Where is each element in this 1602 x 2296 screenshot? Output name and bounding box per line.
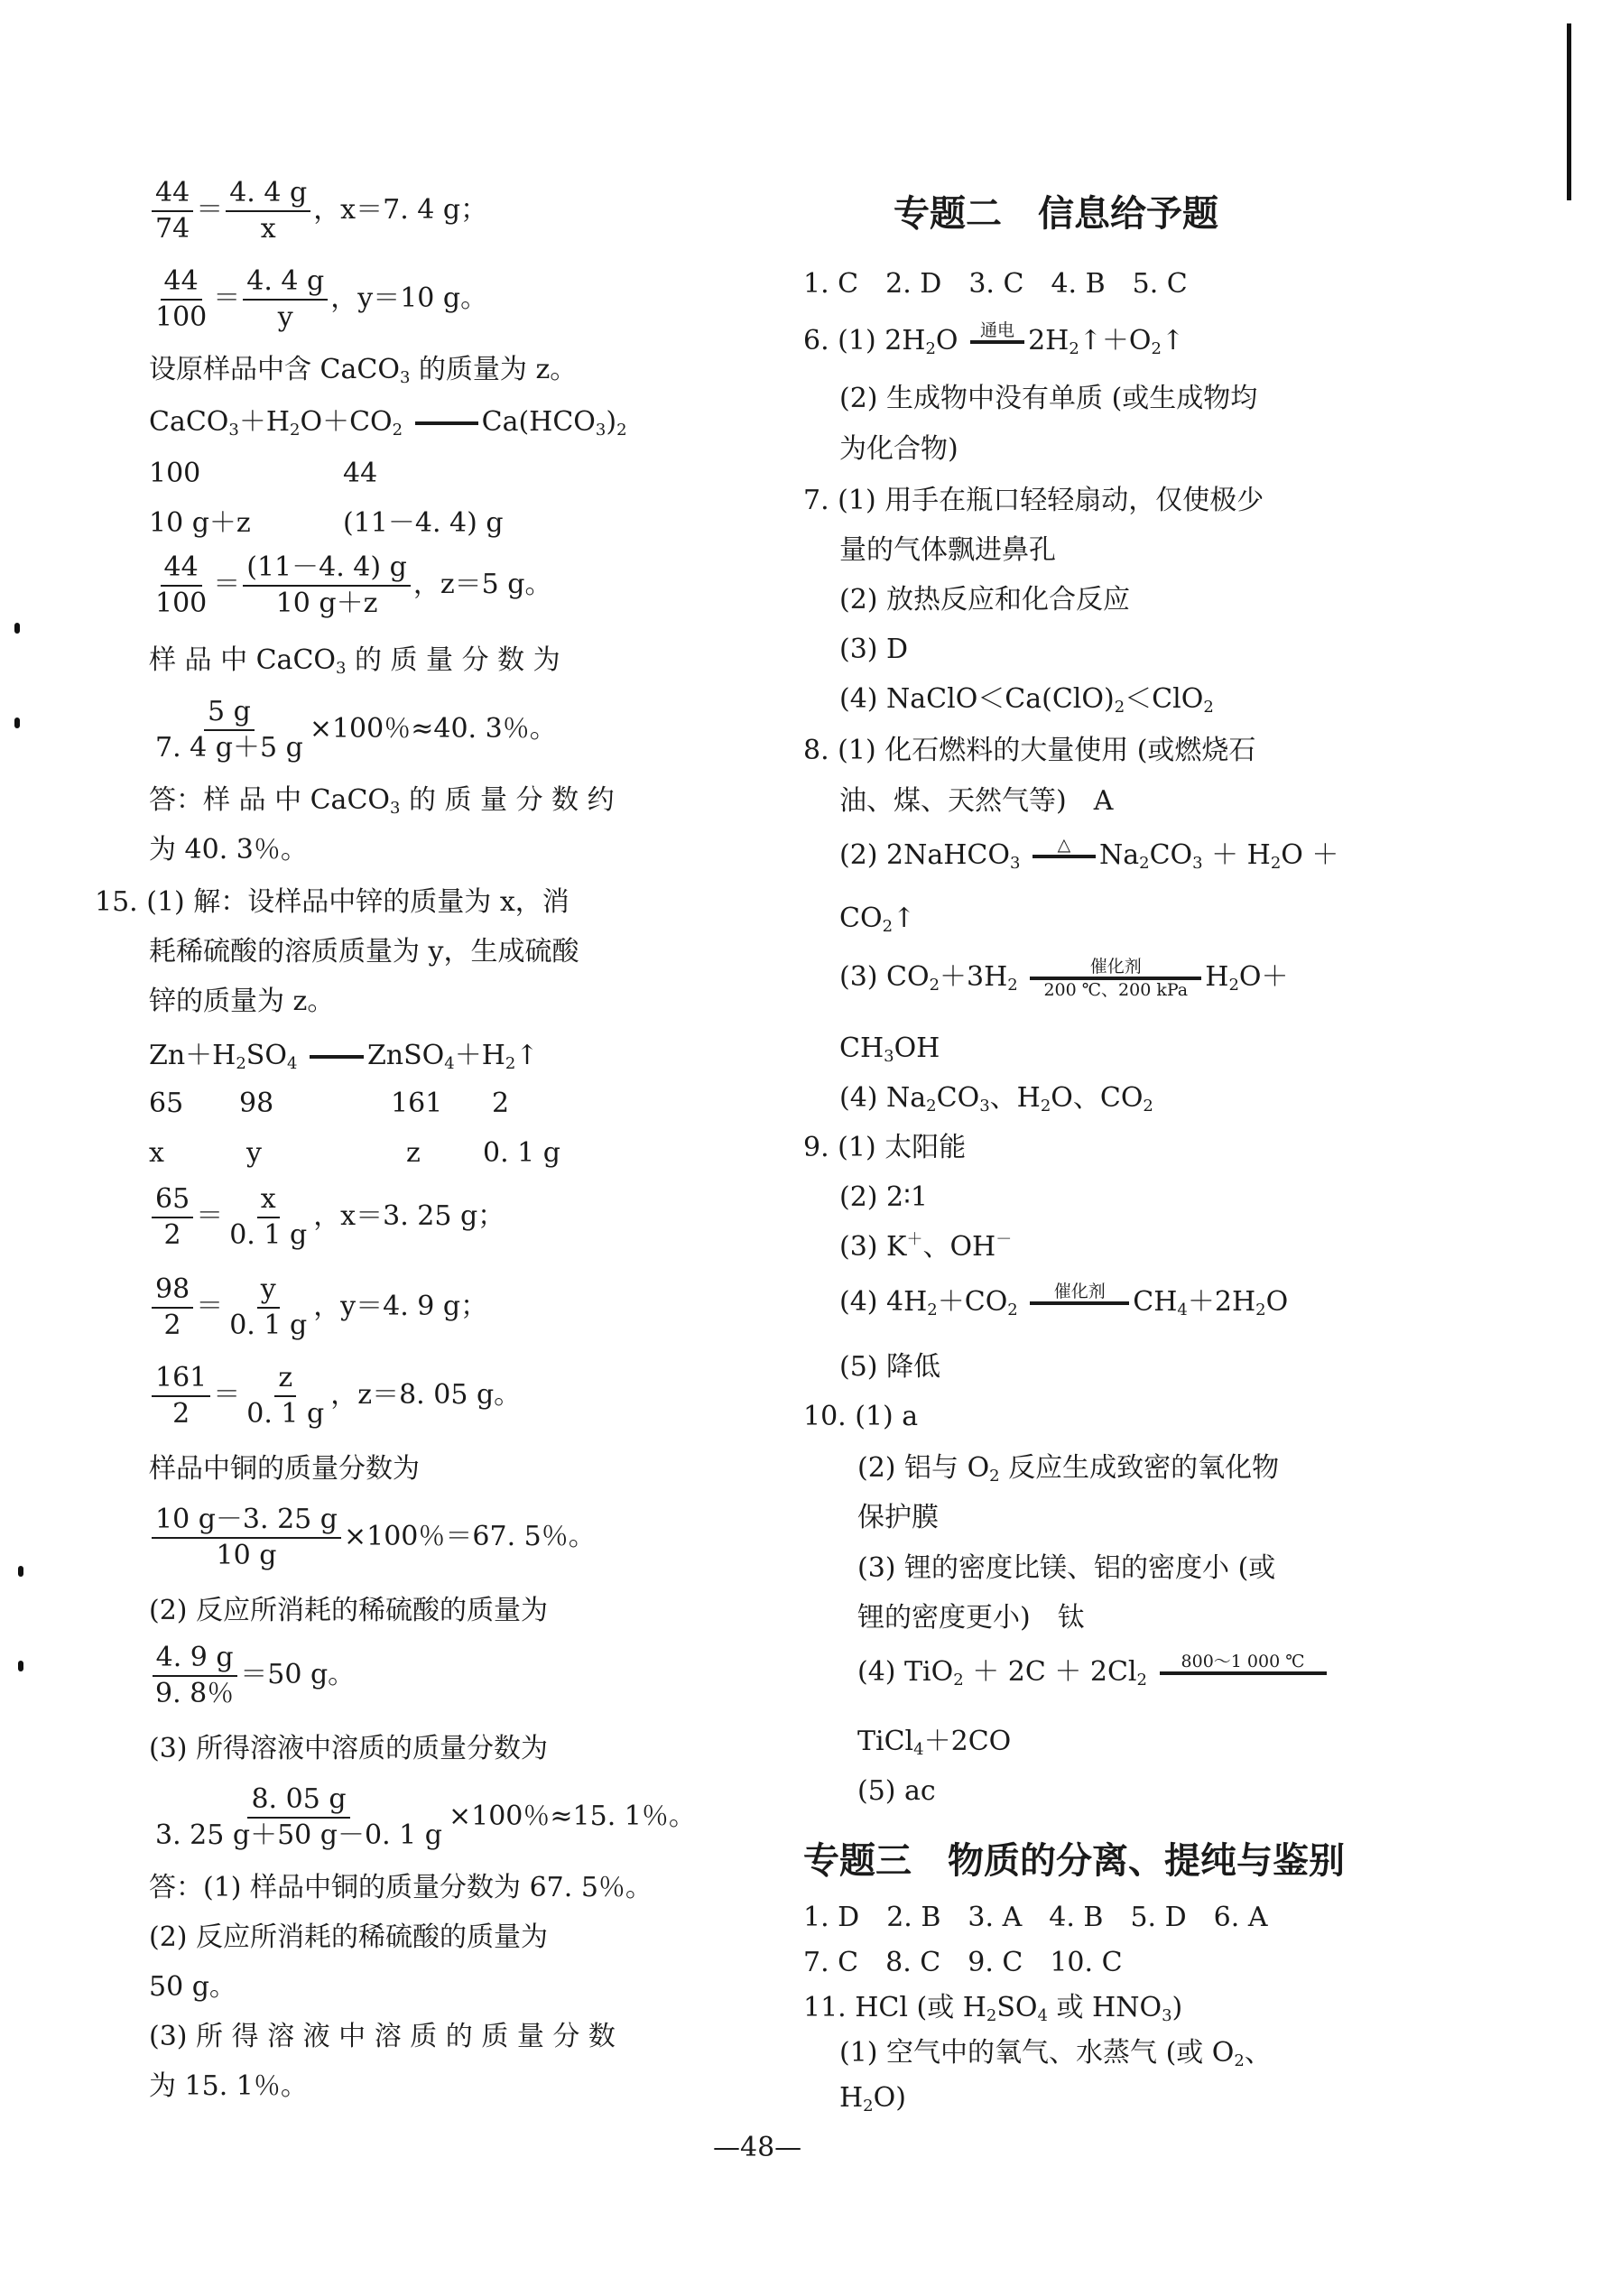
text-line: y: [246, 1137, 262, 1169]
text-line: 设原样品中含 CaCO$_3$ 的质量为 z。: [149, 354, 578, 387]
text-line: 答：(1) 样品中铜的质量分数为 67. 5％。: [149, 1872, 653, 1903]
section-heading: 专题二 信息给予题: [894, 193, 1218, 235]
answer-line: (3) D: [839, 634, 909, 665]
answer-line: 10. (1) a: [803, 1401, 919, 1432]
answer-line: (2) 生成物中没有单质 (或生成物均: [839, 383, 1258, 414]
answer-line: (2) 2∶1: [839, 1181, 929, 1213]
chem-equation: $Zn+H_2SO_4$ $ZnSO_4+H_2↑$: [149, 1040, 539, 1073]
answer-line: 1. C 2. D 3. C 4. B 5. C: [803, 268, 1188, 300]
section-heading: 专题三 物质的分离、提纯与鉴别: [803, 1840, 1345, 1882]
text-line: 44: [343, 458, 378, 489]
text-line: 为 40. 3％。: [149, 834, 308, 866]
text-line: 样品中铜的质量分数为: [149, 1453, 420, 1485]
answer-line: (2) 放热反应和化合反应: [839, 584, 1131, 616]
scan-mark: [14, 623, 20, 634]
eq-ratio-x: $\frac{44}{74}$ ＝ $\frac{4. 4 g}{x}$ ，x＝7. 4 g；: [149, 176, 487, 246]
text-line: 为 15. 1％。: [149, 2070, 308, 2102]
answer-line: (5) 降低: [839, 1351, 941, 1383]
text-line: (2) 反应所消耗的稀硫酸的质量为: [149, 1921, 549, 1953]
eq-ratio-z: $\frac{44}{100}$ ＝ $\frac{(11-4. 4) g}{10 g+z}$ ，z＝5 g。: [155, 551, 552, 619]
eq-ratio-z2: $\frac{161}{2}$ ＝ $\frac{z}{0. 1 g}$ ，z＝8. 05 g。: [149, 1361, 521, 1431]
chem-equation: (4) $4H_2+CO_2$ 催化剂 $CH_4+2H_2O$: [839, 1282, 1289, 1319]
chem-equation: (3) $CO_2+3H_2$ 催化剂 200 ℃、200 kPa $H_2O+$: [839, 957, 1289, 1000]
answer-line: 为化合物): [839, 433, 958, 465]
answer-line: 油、煤、天然气等) A: [839, 785, 1114, 817]
answer-line: (4) $Na_2CO_3$、$H_2O$、$CO_2$: [839, 1082, 1153, 1116]
text-line: 50 g。: [149, 1971, 236, 2003]
scan-mark: [18, 1566, 23, 1577]
text-line: 锌的质量为 z。: [149, 986, 335, 1017]
text-line: 答：样 品 中 CaCO$_3$ 的 质 量 分 数 约: [149, 784, 615, 818]
answer-line: 7. C 8. C 9. C 10. C: [803, 1947, 1123, 1978]
answer-line: (3) 锂的密度比镁、铝的密度小 (或: [857, 1552, 1276, 1584]
text-line: 100: [149, 458, 201, 489]
text-line: 样 品 中 CaCO$_3$ 的 质 量 分 数 为: [149, 644, 560, 678]
answer-line: 11. HCl (或 $H_2SO_4$ 或 $HNO_3$): [803, 1992, 1183, 2025]
answer-line: TiCl$_4$＋2CO: [857, 1726, 1012, 1759]
text-line: 耗稀硫酸的溶质质量为 y，生成硫酸: [149, 936, 579, 967]
answer-line: (3) K＋、OH－: [839, 1230, 1013, 1263]
answer-line: $CH_3OH$: [839, 1032, 940, 1066]
text-line: (2) 反应所消耗的稀硫酸的质量为: [149, 1595, 549, 1626]
eq-ratio-y2: $\frac{98}{2}$ ＝ $\frac{y}{0. 1 g}$ ，y＝4. 9 g；: [149, 1273, 487, 1343]
text-line: x: [149, 1137, 164, 1169]
eq-fraction: $\frac{8. 05 g}{3. 25 g+50 g-0. 1 g}$ ×100％≈15. 1％。: [155, 1783, 696, 1851]
chem-equation: $CaCO_3+H_2O+CO_2$ $Ca(HCO_3)_2$: [149, 406, 627, 440]
answer-line: (2) 铝与 $O_2$ 反应生成致密的氧化物: [857, 1452, 1280, 1486]
answer-line: (4) $NaClO<Ca(ClO)_2<ClO_2$: [839, 683, 1214, 717]
text-line: 65: [149, 1088, 184, 1119]
chem-equation: (2) 2NaHCO$_3$ △ $Na_2CO_3 + H_2O$ ＋: [839, 835, 1339, 873]
eq-fraction: $\frac{5 g}{7. 4 g+5 g}$ ×100％≈40. 3％。: [155, 696, 557, 764]
text-line: 2: [492, 1088, 510, 1119]
text-line: z: [406, 1137, 421, 1169]
answer-line: (5) ac: [857, 1775, 936, 1807]
answer-line: 9. (1) 太阳能: [803, 1132, 967, 1163]
text-line: 0. 1 g: [483, 1137, 560, 1169]
text-line: 15. (1) 解：设样品中锌的质量为 x，消: [95, 886, 569, 918]
scan-mark: [18, 1661, 23, 1671]
eq-fraction: $\frac{10 g-3. 25 g}{10 g}$ ×100％＝67. 5％。: [149, 1503, 596, 1573]
text-line: (3) 所得溶液中溶质的质量分数为: [149, 1733, 549, 1764]
answer-line: 量的气体飘进鼻孔: [839, 534, 1056, 566]
text-line: 161: [391, 1088, 443, 1119]
answer-line: 保护膜: [857, 1502, 939, 1533]
page-number: —48—: [713, 2132, 802, 2163]
answer-line: $CO_2↑$: [839, 903, 916, 936]
chem-equation: (4) $TiO_2 + 2C + 2Cl_2$ 800～1 000 ℃: [857, 1652, 1330, 1695]
answer-line: 锂的密度更小) 钛: [857, 1602, 1085, 1634]
margin-rule: [1567, 23, 1571, 200]
eq-fraction: $\frac{4. 9 g}{9. 8\%}$ ＝50 g。: [149, 1641, 355, 1711]
answer-line: 8. (1) 化石燃料的大量使用 (或燃烧石: [803, 735, 1256, 766]
scan-mark: [14, 718, 20, 728]
eq-ratio-x2: $\frac{65}{2}$ ＝ $\frac{x}{0. 1 g}$ ，x＝3. 25 g；: [149, 1182, 505, 1253]
answer-line: $H_2O$): [839, 2082, 906, 2115]
text-line: 98: [239, 1088, 274, 1119]
eq-ratio-y: $\frac{44}{100}$ ＝ $\frac{4. 4 g}{y}$ ，y＝10 g。: [155, 265, 488, 333]
chem-equation: 6. (1) $2H_2O$ 通电 $2H_2↑+O_2↑$: [803, 320, 1185, 358]
answer-line: 1. D 2. B 3. A 4. B 5. D 6. A: [803, 1902, 1268, 1933]
answer-line: 7. (1) 用手在瓶口轻轻扇动，仅使极少: [803, 485, 1264, 516]
text-line: (3) 所 得 溶 液 中 溶 质 的 质 量 分 数: [149, 2021, 616, 2052]
text-line: (11－4. 4) g: [343, 507, 504, 539]
answer-line: (1) 空气中的氧气、水蒸气 (或 $O_2$、: [839, 2037, 1272, 2070]
text-line: 10 g＋z: [149, 507, 251, 539]
